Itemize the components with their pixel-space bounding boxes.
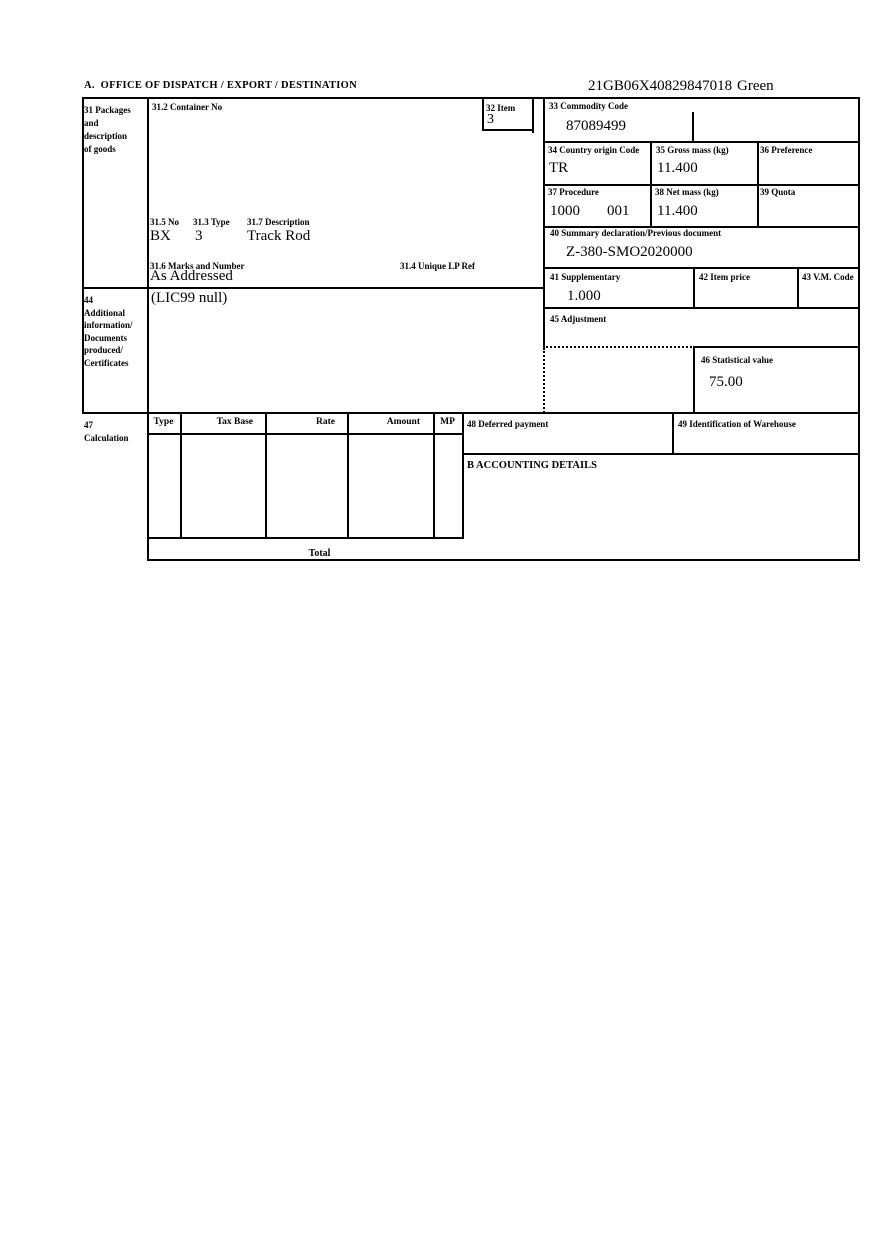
type-value: 3 [195,228,203,244]
description-label: 31.7 Description [247,217,310,227]
net-mass-value: 11.400 [657,203,698,219]
supplementary-value: 1.000 [567,288,601,304]
quota-label: 39 Quota [760,187,796,197]
box44-label [84,294,148,370]
unique-lp-ref-label: 31.4 Unique LP Ref [400,261,476,271]
box31-label-line: and [84,118,99,128]
line-col35-36 [757,141,759,228]
preference-label: 36 Preference [760,145,813,155]
line-row41-bottom [543,307,860,309]
line-col34-35 [650,141,652,228]
deferred-payment-label: 48 Deferred payment [467,419,549,429]
line-box45-bottom-dotted [543,346,695,348]
box47-label-line: Calculation [84,433,129,443]
routing-status: Green [737,78,774,94]
summary-declaration-value: Z-380-SMO2020000 [566,244,693,260]
statistical-value-label: 46 Statistical value [701,355,773,365]
box44-label-line: information/ [84,320,133,331]
item-value: 3 [487,112,494,127]
item-label: 32 Item [486,103,516,113]
line-main-divider [82,412,860,414]
procedure-label: 37 Procedure [548,187,599,197]
box44-label-line: 44 [84,295,93,305]
description-value: Track Rod [247,228,311,244]
line-col-amount-mp [433,412,435,537]
net-mass-label: 38 Net mass (kg) [655,187,719,197]
line-table-header-bottom [147,433,464,435]
line-col-type-taxbase [180,412,182,537]
commodity-code-value: 87089499 [566,118,626,134]
additional-information-value: (LIC99 null) [151,290,228,306]
table-total-label: Total [308,548,331,559]
line-outer-bottom [147,559,860,561]
box47-label [84,419,148,445]
movement-reference-number: 21GB06X40829847018 [588,78,733,94]
marks-number-value: As Addressed [150,268,233,284]
procedure-value-2: 001 [607,203,630,219]
country-origin-value: TR [549,160,569,176]
box31-label-line: of goods [84,144,116,154]
box31-label-line: description [84,131,128,141]
warehouse-id-label: 49 Identification of Warehouse [678,419,796,429]
section-a-title: A. OFFICE OF DISPATCH / EXPORT / DESTINATION [84,80,358,91]
line-outer-top [82,97,860,99]
box31-label [84,104,144,156]
line-col42-43 [797,267,799,309]
statistical-value-value: 75.00 [709,374,743,390]
line-col-rate-amount [347,412,349,537]
gross-mass-label: 35 Gross mass (kg) [656,145,729,155]
line-box32-bottom [482,129,534,131]
type-label: 31.3 Type [193,217,230,227]
summary-declaration-label: 40 Summary declaration/Previous document [550,228,722,238]
line-box32-left [482,97,484,131]
line-mid-divider [543,97,545,348]
line-col48-49 [672,412,674,454]
line-box31-44-divider [82,287,545,289]
box47-label-line: 47 [84,420,93,430]
procedure-value: 1000 [550,203,580,219]
container-no-label: 31.2 Container No [152,102,223,112]
vm-code-label: 43 V.M. Code [802,272,854,282]
line-box33-subdivision [692,112,694,143]
commodity-code-label: 33 Commodity Code [549,101,628,111]
line-box40-bottom [543,267,860,269]
table-header-mp: MP [440,417,455,427]
box44-label-line: produced/ [84,345,123,356]
table-header-type: Type [153,417,174,427]
line-col41-42 [693,267,695,309]
supplementary-label: 41 Supplementary [550,272,621,282]
marks-number-label: 31.6 Marks and Number [150,261,245,271]
gross-mass-value: 11.400 [657,160,698,176]
line-box48-bottom [462,453,860,455]
table-header-rate: Rate [316,417,335,427]
box44-label-line: Certificates [84,357,129,368]
box44-label-line: Documents [84,332,127,343]
line-table-body-bottom [147,537,464,539]
line-col-taxbase-rate [265,412,267,537]
line-box46-top [693,346,860,348]
item-price-label: 42 Item price [699,272,750,282]
accounting-details-heading: B ACCOUNTING DETAILS [467,460,597,471]
line-row34-bottom [543,184,860,186]
line-box33-bottom [543,141,860,143]
line-box46-left [693,346,695,413]
box31-label-line: 31 Packages [84,105,131,115]
line-mid-divider-dotted [543,348,545,413]
table-header-tax-base: Tax Base [216,417,253,427]
country-origin-label: 34 Country origin Code [548,145,640,155]
adjustment-label: 45 Adjustment [550,314,607,324]
box44-label-line: Additional [84,307,126,318]
no-value: BX [150,228,171,244]
no-label: 31.5 No [150,217,179,227]
line-box32-right [532,97,534,133]
line-outer-right [858,97,860,561]
table-header-amount: Amount [386,417,420,427]
line-table-right [462,412,464,537]
